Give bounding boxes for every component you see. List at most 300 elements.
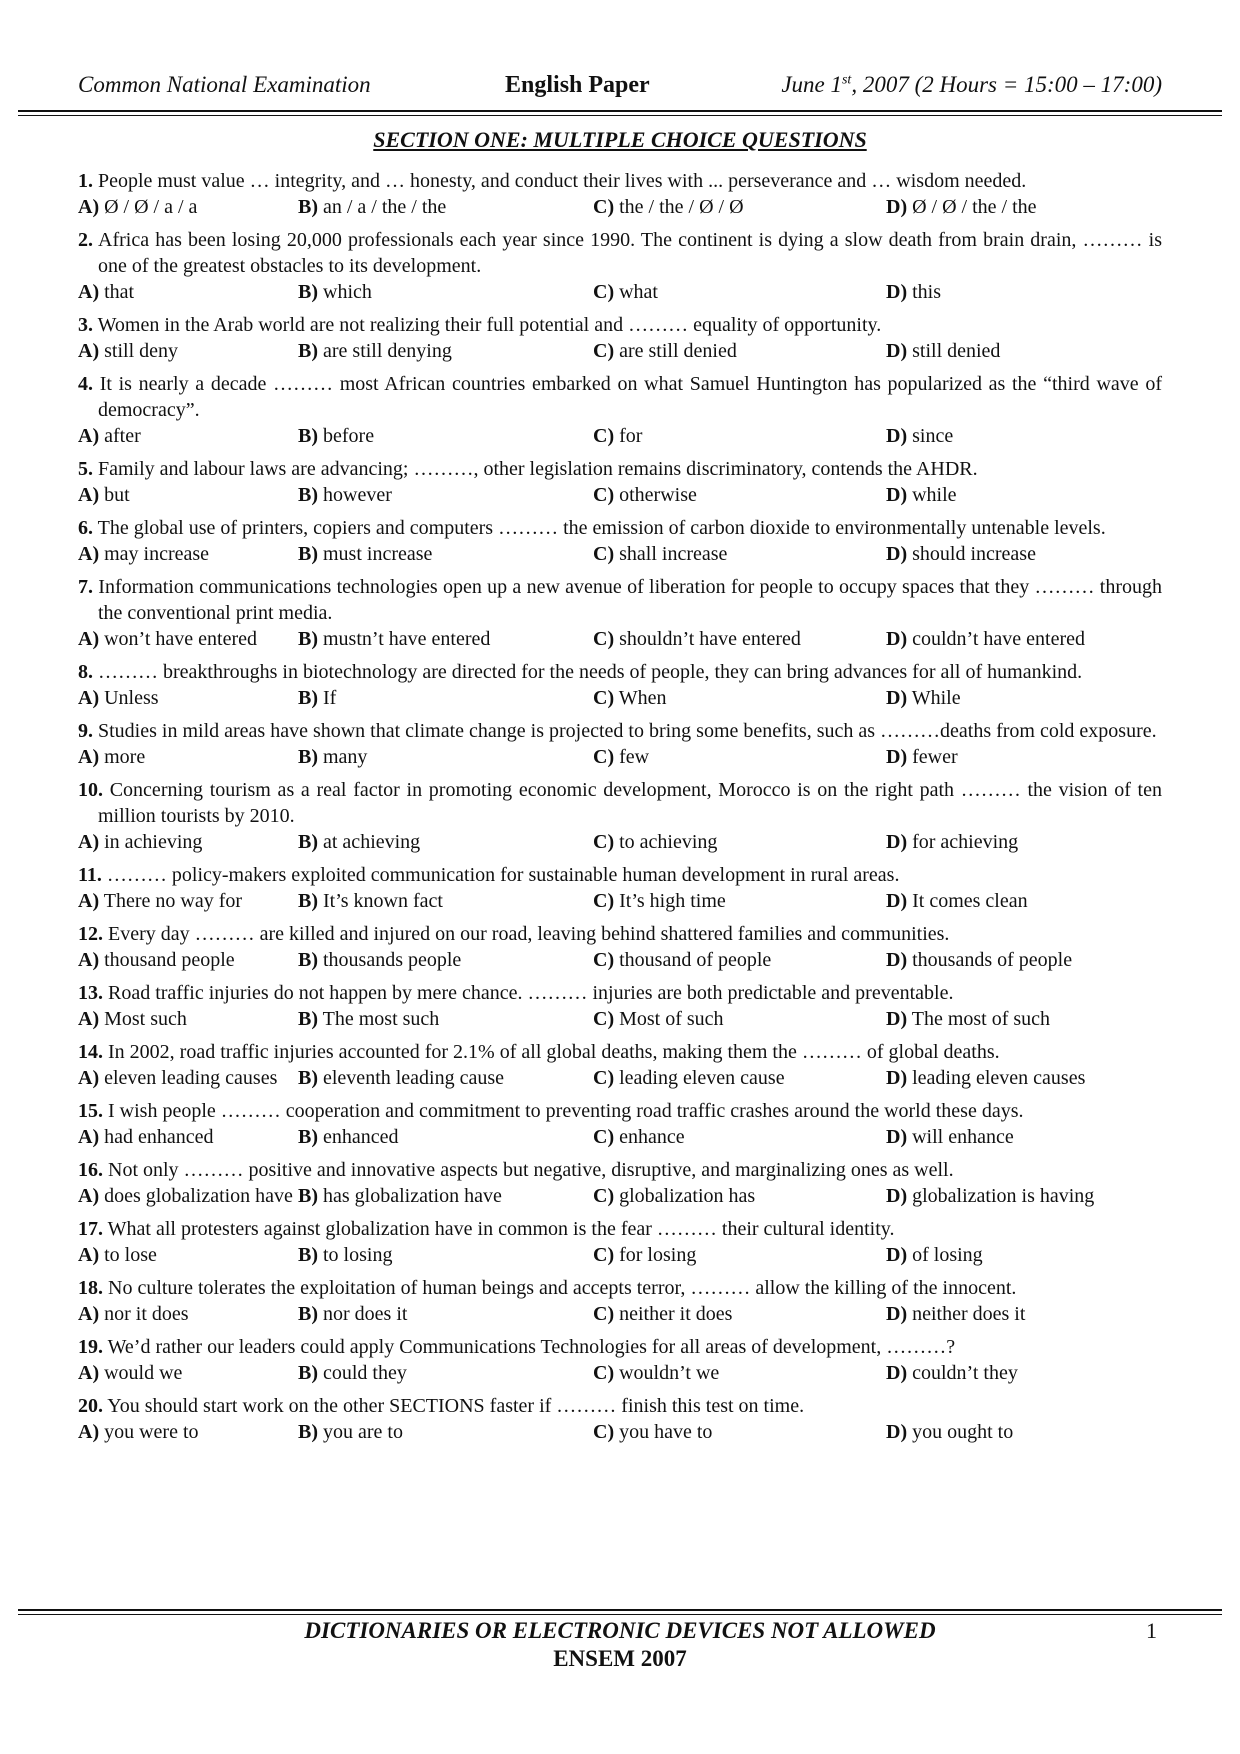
answer-options bbox=[78, 1006, 1162, 1032]
question-text bbox=[78, 312, 1162, 338]
answer-option bbox=[593, 423, 642, 449]
question-body: People must value … integrity, and … honesty, and conduct their lives with ... perseverance and … wisdom needed. bbox=[98, 170, 1027, 192]
question-item bbox=[78, 1334, 1162, 1386]
answer-option bbox=[78, 423, 141, 449]
answer-option bbox=[593, 338, 737, 364]
option-letter: D) bbox=[886, 425, 908, 447]
answer-option bbox=[886, 744, 958, 770]
question-body: Every day ……… are killed and injured on our road, leaving behind shattered families and communities. bbox=[108, 923, 950, 945]
option-letter: C) bbox=[593, 1185, 615, 1207]
question-body: In 2002, road traffic injuries accounted for 2.1% of all global deaths, making them the ……… of global deaths. bbox=[108, 1041, 1000, 1063]
option-text: While bbox=[911, 687, 961, 709]
answer-option bbox=[886, 1242, 983, 1268]
option-letter: A) bbox=[78, 281, 100, 303]
option-text: that bbox=[104, 281, 135, 303]
option-letter: C) bbox=[593, 484, 615, 506]
answer-option bbox=[886, 888, 1028, 914]
answer-options bbox=[78, 1301, 1162, 1327]
answer-option bbox=[886, 1124, 1014, 1150]
answer-option bbox=[886, 947, 1072, 973]
header-date-sup: st bbox=[841, 72, 852, 88]
option-letter: B) bbox=[298, 1126, 318, 1148]
answer-option bbox=[298, 744, 367, 770]
footer-notice: DICTIONARIES OR ELECTRONIC DEVICES NOT ALLOWED bbox=[304, 1618, 936, 1643]
answer-option bbox=[593, 1183, 755, 1209]
option-text: It’s high time bbox=[619, 890, 726, 912]
option-letter: C) bbox=[593, 1126, 615, 1148]
question-text bbox=[78, 777, 1162, 829]
option-text: few bbox=[619, 746, 650, 768]
option-letter: A) bbox=[78, 1185, 100, 1207]
question-number: 16. bbox=[78, 1159, 103, 1181]
answer-option bbox=[593, 1006, 724, 1032]
answer-option bbox=[78, 1183, 293, 1209]
answer-option bbox=[78, 1419, 199, 1445]
answer-option bbox=[298, 829, 420, 855]
answer-options bbox=[78, 338, 1162, 364]
question-number: 1. bbox=[78, 170, 93, 192]
answer-options bbox=[78, 1242, 1162, 1268]
option-text: Ø / Ø / a / a bbox=[104, 196, 198, 218]
question-item bbox=[78, 1098, 1162, 1150]
option-letter: B) bbox=[298, 1421, 318, 1443]
option-letter: B) bbox=[298, 746, 318, 768]
answer-option bbox=[78, 947, 235, 973]
option-text: still denied bbox=[912, 340, 1001, 362]
answer-options bbox=[78, 685, 1162, 711]
question-body: We’d rather our leaders could apply Communications Technologies for all areas of development, ………? bbox=[107, 1336, 956, 1358]
answer-option bbox=[78, 482, 130, 508]
footer-exam: ENSEM 2007 bbox=[553, 1646, 687, 1671]
section-title: SECTION ONE: MULTIPLE CHOICE QUESTIONS bbox=[373, 127, 867, 152]
option-letter: C) bbox=[593, 281, 615, 303]
answer-options bbox=[78, 1360, 1162, 1386]
header-paper-title: English Paper bbox=[505, 72, 650, 98]
answer-option bbox=[886, 1301, 1025, 1327]
option-text: globalization has bbox=[619, 1185, 756, 1207]
option-text: for achieving bbox=[912, 831, 1019, 853]
option-text: fewer bbox=[912, 746, 958, 768]
answer-option bbox=[298, 1065, 504, 1091]
answer-options bbox=[78, 279, 1162, 305]
option-letter: C) bbox=[593, 1008, 615, 1030]
question-number: 8. bbox=[78, 661, 93, 683]
answer-options bbox=[78, 947, 1162, 973]
answer-options bbox=[78, 1419, 1162, 1445]
option-letter: D) bbox=[886, 1421, 908, 1443]
option-letter: D) bbox=[886, 196, 908, 218]
answer-option bbox=[886, 338, 1000, 364]
option-text: for losing bbox=[619, 1244, 697, 1266]
answer-options bbox=[78, 541, 1162, 567]
answer-option bbox=[78, 279, 134, 305]
option-text: leading eleven cause bbox=[619, 1067, 785, 1089]
answer-option bbox=[298, 947, 461, 973]
option-letter: A) bbox=[78, 543, 100, 565]
option-text: The most of such bbox=[911, 1008, 1051, 1030]
answer-options bbox=[78, 194, 1162, 220]
option-text: neither does it bbox=[912, 1303, 1026, 1325]
option-text: thousand people bbox=[104, 949, 235, 971]
option-letter: D) bbox=[886, 1126, 908, 1148]
answer-options bbox=[78, 482, 1162, 508]
option-text: to achieving bbox=[619, 831, 718, 853]
option-text: to lose bbox=[104, 1244, 157, 1266]
option-letter: A) bbox=[78, 196, 100, 218]
option-letter: C) bbox=[593, 1362, 615, 1384]
answer-option bbox=[593, 1360, 719, 1386]
option-text: to losing bbox=[323, 1244, 393, 1266]
option-letter: C) bbox=[593, 1303, 615, 1325]
option-text: won’t have entered bbox=[104, 628, 258, 650]
question-number: 19. bbox=[78, 1336, 103, 1358]
option-letter: C) bbox=[593, 628, 615, 650]
answer-options bbox=[78, 1183, 1162, 1209]
answer-option bbox=[886, 1360, 1018, 1386]
option-text: you ought to bbox=[912, 1421, 1014, 1443]
option-text: When bbox=[618, 687, 667, 709]
option-letter: A) bbox=[78, 628, 100, 650]
option-letter: C) bbox=[593, 890, 615, 912]
question-text bbox=[78, 1039, 1162, 1065]
option-letter: A) bbox=[78, 687, 100, 709]
question-text bbox=[78, 371, 1162, 423]
option-text: The most such bbox=[322, 1008, 440, 1030]
question-number: 14. bbox=[78, 1041, 103, 1063]
option-text: mustn’t have entered bbox=[323, 628, 491, 650]
answer-options bbox=[78, 829, 1162, 855]
question-item bbox=[78, 515, 1162, 567]
option-text: had enhanced bbox=[104, 1126, 214, 1148]
option-letter: C) bbox=[593, 196, 615, 218]
question-text bbox=[78, 1216, 1162, 1242]
option-text: enhance bbox=[619, 1126, 685, 1148]
question-text bbox=[78, 718, 1162, 744]
option-text: could they bbox=[323, 1362, 407, 1384]
option-text: but bbox=[104, 484, 130, 506]
question-text bbox=[78, 1275, 1162, 1301]
question-number: 13. bbox=[78, 982, 103, 1004]
question-body: The global use of printers, copiers and computers ……… the emission of carbon dioxide to environmentally untenable levels. bbox=[97, 517, 1106, 539]
option-text: are still denied bbox=[619, 340, 737, 362]
option-letter: A) bbox=[78, 831, 100, 853]
option-letter: A) bbox=[78, 1244, 100, 1266]
answer-option bbox=[78, 1065, 277, 1091]
answer-option bbox=[886, 482, 957, 508]
answer-option bbox=[78, 1006, 187, 1032]
answer-option bbox=[298, 482, 392, 508]
question-body: Road traffic injuries do not happen by mere chance. ……… injuries are both predictable and preventable. bbox=[108, 982, 954, 1004]
option-letter: B) bbox=[298, 1185, 318, 1207]
question-number: 18. bbox=[78, 1277, 103, 1299]
question-number: 12. bbox=[78, 923, 103, 945]
option-letter: C) bbox=[593, 949, 615, 971]
answer-options bbox=[78, 1124, 1162, 1150]
option-text: Most of such bbox=[619, 1008, 724, 1030]
question-body: Studies in mild areas have shown that climate change is projected to bring some benefits, such as ………deaths from cold exposure. bbox=[98, 720, 1157, 742]
option-letter: C) bbox=[593, 543, 615, 565]
option-text: thousand of people bbox=[619, 949, 772, 971]
option-text: you were to bbox=[104, 1421, 199, 1443]
option-text: has globalization have bbox=[323, 1185, 502, 1207]
option-letter: C) bbox=[593, 1067, 615, 1089]
question-text bbox=[78, 456, 1162, 482]
option-text: in achieving bbox=[104, 831, 203, 853]
answer-option bbox=[78, 1242, 157, 1268]
option-text: leading eleven causes bbox=[912, 1067, 1086, 1089]
footer-divider bbox=[18, 1609, 1222, 1615]
option-letter: B) bbox=[298, 1008, 318, 1030]
question-body: No culture tolerates the exploitation of human beings and accepts terror, ……… allow the killing of the innocent. bbox=[108, 1277, 1017, 1299]
option-letter: A) bbox=[78, 949, 100, 971]
option-text: for bbox=[619, 425, 643, 447]
question-number: 7. bbox=[78, 576, 93, 598]
option-text: should increase bbox=[912, 543, 1036, 565]
answer-option bbox=[298, 541, 432, 567]
page-header bbox=[78, 72, 1162, 106]
answer-option bbox=[78, 338, 178, 364]
option-letter: B) bbox=[298, 949, 318, 971]
answer-option bbox=[298, 685, 336, 711]
option-text: shouldn’t have entered bbox=[619, 628, 801, 650]
option-text: neither it does bbox=[619, 1303, 733, 1325]
question-text bbox=[78, 921, 1162, 947]
answer-option bbox=[593, 1065, 785, 1091]
answer-option bbox=[593, 947, 771, 973]
option-letter: A) bbox=[78, 890, 100, 912]
answer-option bbox=[593, 1419, 712, 1445]
option-text: thousands of people bbox=[912, 949, 1073, 971]
question-body: Concerning tourism as a real factor in promoting economic development, Morocco is on the right path ……… the vision of ten million tourists by 2010. bbox=[98, 779, 1162, 827]
option-letter: A) bbox=[78, 484, 100, 506]
answer-option bbox=[78, 626, 257, 652]
question-list bbox=[78, 168, 1162, 1452]
option-letter: C) bbox=[593, 1244, 615, 1266]
option-letter: D) bbox=[886, 628, 908, 650]
answer-option bbox=[298, 1006, 439, 1032]
question-number: 10. bbox=[78, 779, 103, 801]
option-text: globalization is having bbox=[912, 1185, 1095, 1207]
answer-option bbox=[886, 541, 1036, 567]
question-item bbox=[78, 168, 1162, 220]
option-letter: B) bbox=[298, 281, 318, 303]
answer-option bbox=[593, 1301, 732, 1327]
option-text: before bbox=[323, 425, 375, 447]
header-divider bbox=[18, 110, 1222, 116]
question-text bbox=[78, 862, 1162, 888]
answer-option bbox=[78, 1360, 182, 1386]
question-text bbox=[78, 574, 1162, 626]
header-date-suffix: , 2007 (2 Hours = 15:00 – 17:00) bbox=[851, 72, 1162, 97]
answer-option bbox=[298, 423, 374, 449]
answer-option bbox=[298, 279, 372, 305]
option-text: after bbox=[104, 425, 141, 447]
answer-option bbox=[593, 194, 744, 220]
option-letter: A) bbox=[78, 1126, 100, 1148]
option-text: otherwise bbox=[619, 484, 697, 506]
option-text: thousands people bbox=[323, 949, 462, 971]
question-body: ……… breakthroughs in biotechnology are directed for the needs of people, they can bring advances for all of humankind. bbox=[98, 661, 1083, 683]
option-letter: B) bbox=[298, 196, 318, 218]
option-text: at achieving bbox=[323, 831, 421, 853]
option-letter: A) bbox=[78, 1008, 100, 1030]
option-text: will enhance bbox=[912, 1126, 1014, 1148]
question-item bbox=[78, 227, 1162, 305]
answer-option bbox=[298, 1183, 502, 1209]
option-letter: B) bbox=[298, 1303, 318, 1325]
question-body: Family and labour laws are advancing; ………, other legislation remains discriminatory, contends the AHDR. bbox=[98, 458, 978, 480]
answer-option bbox=[78, 1124, 214, 1150]
option-letter: D) bbox=[886, 687, 908, 709]
option-letter: D) bbox=[886, 746, 908, 768]
question-number: 17. bbox=[78, 1218, 103, 1240]
option-letter: A) bbox=[78, 425, 100, 447]
answer-option bbox=[886, 279, 941, 305]
option-letter: C) bbox=[593, 1421, 615, 1443]
option-letter: B) bbox=[298, 628, 318, 650]
question-number: 5. bbox=[78, 458, 93, 480]
question-body: You should start work on the other SECTIONS faster if ……… finish this test on time. bbox=[107, 1395, 805, 1417]
option-text: wouldn’t we bbox=[619, 1362, 720, 1384]
question-body: It is nearly a decade ……… most African countries embarked on what Samuel Huntington has popularized as the “third wave of democracy”. bbox=[98, 373, 1162, 421]
option-letter: A) bbox=[78, 746, 100, 768]
answer-options bbox=[78, 1065, 1162, 1091]
option-text: It comes clean bbox=[912, 890, 1028, 912]
answer-option bbox=[298, 626, 490, 652]
option-text: shall increase bbox=[619, 543, 728, 565]
option-text: If bbox=[323, 687, 337, 709]
option-text: There no way for bbox=[103, 890, 243, 912]
answer-option bbox=[886, 1419, 1013, 1445]
answer-option bbox=[593, 541, 727, 567]
answer-option bbox=[886, 685, 961, 711]
question-number: 2. bbox=[78, 229, 93, 251]
question-text bbox=[78, 1393, 1162, 1419]
answer-option bbox=[298, 1124, 399, 1150]
answer-option bbox=[886, 829, 1018, 855]
option-text: may increase bbox=[104, 543, 210, 565]
question-number: 9. bbox=[78, 720, 93, 742]
question-item bbox=[78, 1216, 1162, 1268]
option-letter: A) bbox=[78, 1067, 100, 1089]
question-text bbox=[78, 1334, 1162, 1360]
option-text: It’s known fact bbox=[323, 890, 443, 912]
answer-option bbox=[78, 194, 197, 220]
option-letter: D) bbox=[886, 1362, 908, 1384]
question-body: ……… policy-makers exploited communication for sustainable human development in rural areas. bbox=[106, 864, 900, 886]
option-letter: B) bbox=[298, 340, 318, 362]
option-letter: D) bbox=[886, 1067, 908, 1089]
question-number: 15. bbox=[78, 1100, 103, 1122]
answer-option bbox=[593, 1124, 685, 1150]
answer-option bbox=[298, 194, 446, 220]
option-letter: B) bbox=[298, 890, 318, 912]
question-item bbox=[78, 1393, 1162, 1445]
question-number: 20. bbox=[78, 1395, 103, 1417]
option-letter: C) bbox=[593, 340, 615, 362]
option-text: are still denying bbox=[323, 340, 452, 362]
question-item bbox=[78, 456, 1162, 508]
option-letter: D) bbox=[886, 831, 908, 853]
question-item bbox=[78, 777, 1162, 855]
option-letter: C) bbox=[593, 746, 615, 768]
page-number: 1 bbox=[1146, 1618, 1157, 1643]
option-letter: A) bbox=[78, 340, 100, 362]
option-letter: C) bbox=[593, 831, 615, 853]
option-text: still deny bbox=[104, 340, 178, 362]
option-letter: A) bbox=[78, 1421, 100, 1443]
answer-option bbox=[593, 626, 801, 652]
option-text: since bbox=[912, 425, 954, 447]
option-text: couldn’t they bbox=[912, 1362, 1018, 1384]
option-text: which bbox=[323, 281, 372, 303]
answer-option bbox=[298, 1301, 407, 1327]
option-letter: D) bbox=[886, 1185, 908, 1207]
answer-option bbox=[593, 829, 717, 855]
question-item bbox=[78, 718, 1162, 770]
option-letter: D) bbox=[886, 281, 908, 303]
option-letter: D) bbox=[886, 1244, 908, 1266]
question-item bbox=[78, 921, 1162, 973]
answer-option bbox=[593, 279, 658, 305]
option-letter: C) bbox=[593, 687, 615, 709]
option-letter: D) bbox=[886, 890, 908, 912]
option-letter: D) bbox=[886, 543, 908, 565]
answer-option bbox=[593, 744, 649, 770]
question-item bbox=[78, 1039, 1162, 1091]
question-item bbox=[78, 980, 1162, 1032]
question-number: 6. bbox=[78, 517, 93, 539]
question-text bbox=[78, 227, 1162, 279]
option-text: Unless bbox=[104, 687, 159, 709]
option-text: eleventh leading cause bbox=[323, 1067, 505, 1089]
question-item bbox=[78, 312, 1162, 364]
question-text bbox=[78, 515, 1162, 541]
answer-option bbox=[298, 888, 443, 914]
question-body: I wish people ……… cooperation and commitment to preventing road traffic crashes around the world these days. bbox=[108, 1100, 1024, 1122]
question-text bbox=[78, 1157, 1162, 1183]
option-text: many bbox=[323, 746, 368, 768]
question-body: What all protesters against globalization have in common is the fear ……… their cultural identity. bbox=[107, 1218, 895, 1240]
answer-options bbox=[78, 744, 1162, 770]
question-text bbox=[78, 1098, 1162, 1124]
question-item bbox=[78, 862, 1162, 914]
option-letter: A) bbox=[78, 1362, 100, 1384]
option-text: what bbox=[619, 281, 658, 303]
question-text bbox=[78, 980, 1162, 1006]
answer-option bbox=[886, 626, 1085, 652]
option-text: you are to bbox=[323, 1421, 403, 1443]
answer-options bbox=[78, 888, 1162, 914]
question-text bbox=[78, 168, 1162, 194]
question-number: 3. bbox=[78, 314, 93, 336]
question-number: 11. bbox=[78, 864, 102, 886]
option-text: must increase bbox=[323, 543, 433, 565]
answer-option bbox=[593, 482, 697, 508]
question-body: Information communications technologies open up a new avenue of liberation for people to occupy spaces that they ……… through the conventional print media. bbox=[98, 576, 1163, 624]
answer-option bbox=[886, 1183, 1094, 1209]
header-exam-name: Common National Examination bbox=[78, 72, 371, 97]
question-body: Women in the Arab world are not realizing their full potential and ……… equality of opportunity. bbox=[97, 314, 882, 336]
option-letter: B) bbox=[298, 1244, 318, 1266]
option-letter: D) bbox=[886, 1008, 908, 1030]
option-letter: B) bbox=[298, 543, 318, 565]
answer-option bbox=[78, 829, 202, 855]
option-letter: D) bbox=[886, 949, 908, 971]
answer-option bbox=[298, 1242, 392, 1268]
answer-option bbox=[298, 1419, 403, 1445]
option-text: Most such bbox=[104, 1008, 187, 1030]
